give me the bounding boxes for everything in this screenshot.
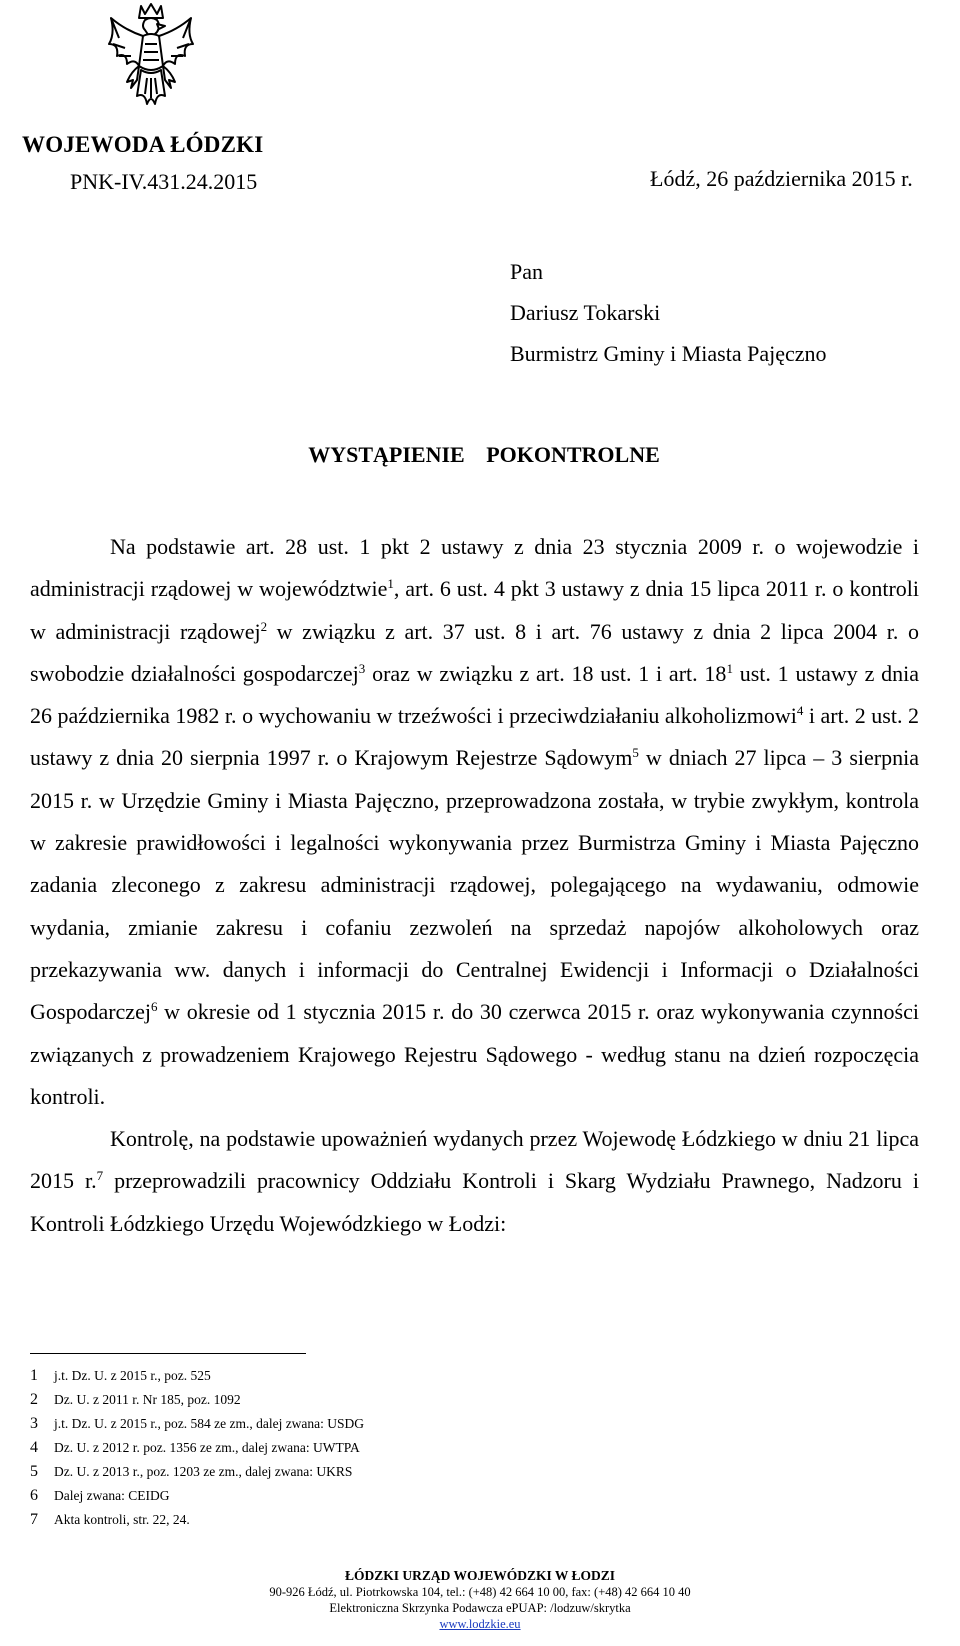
footnote-item — [30, 1367, 211, 1385]
footnote-item — [30, 1415, 364, 1433]
footnote-ref-2[interactable]: 2 — [260, 618, 268, 634]
footnote-number: 2 — [30, 1391, 38, 1408]
footnote-text: j.t. Dz. U. z 2015 r., poz. 525 — [54, 1368, 211, 1383]
paragraph-inspectors: Kontrolę, na podstawie upoważnień wydanych przez Wojewodę Łódzkiego w dniu 21 lipca 2015 r.$^7$ przeprowadzili pracownicy Oddziału Kontroli i Skarg Wydziału Prawnego, Nadzoru i Kontroli Łódzkiego Urzędu Wojewódzkiego w Łodzi: — [30, 1126, 919, 1236]
footnote-text: Dz. U. z 2012 r. poz. 1356 ze zm., dalej zwana: UWTPA — [54, 1440, 360, 1455]
footnote-item — [30, 1487, 169, 1505]
letterhead-footer — [0, 1568, 960, 1632]
footnote-number: 3 — [30, 1415, 38, 1432]
footnote-item — [30, 1439, 360, 1457]
footnote-ref-4[interactable]: 4 — [796, 703, 804, 719]
footnote-text: Dz. U. z 2013 r., poz. 1203 ze zm., dalej zwana: UKRS — [54, 1464, 353, 1479]
footnote-item — [30, 1463, 352, 1481]
footnote-number: 5 — [30, 1463, 38, 1480]
footnote-separator — [30, 1353, 306, 1354]
footnote-text: j.t. Dz. U. z 2015 r., poz. 584 ze zm., dalej zwana: USDG — [54, 1416, 365, 1431]
footnote-ref-3[interactable]: 3 — [358, 660, 366, 676]
footnote-item — [30, 1511, 190, 1529]
footnote-text: Dz. U. z 2011 r. Nr 185, poz. 1092 — [54, 1392, 241, 1407]
paragraph-inspection-basis: Na podstawie art. 28 ust. 1 pkt 2 ustawy z dnia 23 stycznia 2009 r. o wojewodzie i administracji rządowej w województwie$^1$, art. 6 ust. 4 pkt 3 ustawy z dnia 15 lipca 2011 r. o kontroli w administracji rządowej$^2$ w związku z art. 37 ust. 8 i art. 76 ustawy z dnia 2 lipca 2004 r. o swobodzie działalności gospodarczej$^3$ oraz w związku z art. 18 ust. 1 i art. $18^1$ ust. 1 ustawy z dnia 26 października 1982 r. o wychowaniu w trzeźwości i przeciwdziałaniu alkoholizmowi$^4$ i art. 2 ust. 2 ustawy z dnia 20 sierpnia 1997 r. o Krajowym Rejestrze Sądowym$^5$ w dniach 27 lipca – 3 sierpnia 2015 r. w Urzędzie Gminy i Miasta Pajęczno, przeprowadzona została, w trybie zwykłym, kontrola w zakresie prawidłowości i legalności wykonywania przez Burmistrza Gminy i Miasta Pajęczno zadania zleconego z zakresu administracji rządowej, polegającego na wydawaniu, odmowie wydania, zmianie zakresu i cofaniu zezwoleń na sprzedaż napojów alkoholowych oraz przekazywania ww. danych i informacji do Centralnej Ewidencji i Informacji o Działalności Gospodarczej$^6$ w okresie od 1 stycznia 2015 r. do 30 czerwca 2015 r. oraz wykonywania czynności związanych z prowadzeniem Krajowego Rejestru Sądowego - według stanu na dzień rozpoczęcia kontroli. — [30, 534, 920, 1109]
case-reference-number: PNK-IV.431.24.2015 — [70, 169, 258, 194]
footnote-ref-7[interactable]: 7 — [96, 1168, 104, 1184]
footnote-item — [30, 1391, 241, 1409]
document-title: WYSTĄPIENIE POKONTROLNE — [308, 442, 660, 467]
footnote-number: 1 — [30, 1367, 38, 1384]
footnote-number: 4 — [30, 1439, 38, 1456]
footnote-ref-6[interactable]: 6 — [150, 999, 158, 1015]
footnote-ref-1[interactable]: 1 — [387, 576, 394, 592]
footer-website-link[interactable]: www.lodzkie.eu — [439, 1617, 521, 1631]
footer-office-name: ŁÓDZKI URZĄD WOJEWÓDZKI W ŁODZI — [344, 1568, 616, 1583]
footnote-ref-5[interactable]: 5 — [632, 745, 639, 761]
footnote-text: Akta kontroli, str. 22, 24. — [54, 1512, 190, 1527]
footer-epuap: Elektroniczna Skrzynka Podawcza ePUAP: /lodzuw/skrytka — [329, 1601, 631, 1615]
recipient-position: Burmistrz Gminy i Miasta Pajęczno — [510, 341, 827, 366]
document-body — [30, 526, 919, 1245]
issuer-name: WOJEWODA ŁÓDZKI — [22, 132, 264, 157]
eagle-emblem-icon — [103, 0, 199, 118]
place-and-date: Łódź, 26 października 2015 r. — [650, 166, 913, 191]
superscript-index: 1 — [726, 660, 733, 676]
footnote-number: 6 — [30, 1487, 38, 1504]
recipient-salutation: Pan — [510, 259, 543, 284]
footnote-number: 7 — [30, 1511, 38, 1528]
recipient-name: Dariusz Tokarski — [510, 300, 661, 325]
footnote-text: Dalej zwana: CEIDG — [54, 1488, 170, 1503]
footer-address: 90-926 Łódź, ul. Piotrkowska 104, tel.: (+48) 42 664 10 00, fax: (+48) 42 664 10 40 — [269, 1585, 691, 1599]
